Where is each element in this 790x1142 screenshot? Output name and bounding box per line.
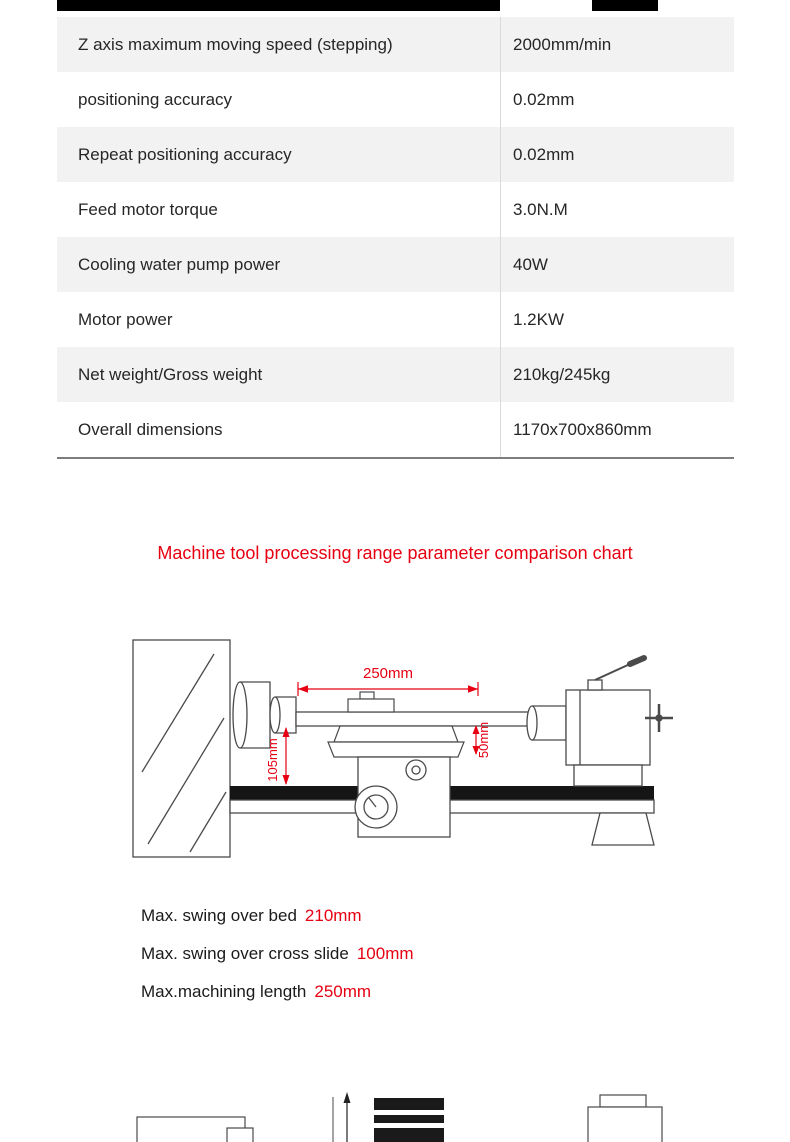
spec-label: Cooling water pump power	[78, 254, 281, 274]
spec-line-label: Max. swing over cross slide	[141, 944, 349, 963]
dimension-50mm	[473, 722, 492, 758]
spec-value: 2000mm/min	[500, 17, 734, 72]
spec-label: Motor power	[78, 309, 173, 329]
dim-length-label: 250mm	[362, 665, 414, 682]
dim-center-height-label: 105mm	[265, 738, 280, 782]
bottom-left-outline	[137, 1117, 253, 1142]
table-row	[57, 402, 734, 457]
table-row	[57, 17, 734, 72]
spec-line-value: 250mm	[314, 982, 372, 1001]
carriage	[355, 757, 450, 837]
spec-line	[141, 973, 414, 1011]
spec-table	[57, 0, 734, 459]
spec-value: 3.0N.M	[500, 182, 734, 237]
bottom-right-outline	[588, 1095, 662, 1142]
lathe-diagram	[118, 612, 688, 892]
table-row	[57, 292, 734, 347]
spec-value: 210kg/245kg	[500, 347, 734, 402]
spec-label: Feed motor torque	[78, 199, 218, 219]
dim-slide-height-label: 50mm	[476, 721, 491, 759]
spec-line-value: 210mm	[304, 906, 362, 925]
spec-label: Overall dimensions	[78, 419, 223, 439]
table-row	[57, 347, 734, 402]
bottom-chuck-column	[374, 1098, 444, 1142]
spec-label: Z axis maximum moving speed (stepping)	[78, 34, 393, 54]
spec-line-value: 100mm	[356, 944, 414, 963]
capacity-spec-lines	[141, 897, 414, 1011]
tailstock-lever	[595, 664, 630, 680]
tailstock	[527, 658, 673, 786]
table-row	[57, 127, 734, 182]
spec-value: 1170x700x860mm	[500, 402, 734, 457]
spec-value: 0.02mm	[500, 127, 734, 182]
spec-line-label: Max.machining length	[141, 982, 307, 1001]
spec-value: 0.02mm	[500, 72, 734, 127]
dimension-250mm	[298, 665, 478, 696]
bed-foot	[592, 813, 654, 845]
table-top-black-strip-left	[57, 0, 500, 11]
bottom-partial-diagram	[120, 1085, 680, 1142]
spec-line	[141, 935, 414, 973]
table-row	[57, 237, 734, 292]
spec-line-label: Max. swing over bed	[141, 906, 297, 925]
bottom-dimension-arrow	[333, 1092, 351, 1142]
spec-label: Net weight/Gross weight	[78, 364, 263, 384]
spec-value: 40W	[500, 237, 734, 292]
table-top-black-strip-right	[592, 0, 658, 11]
table-row	[57, 72, 734, 127]
spec-line	[141, 897, 414, 935]
tailstock-lock	[588, 680, 602, 690]
spec-label: positioning accuracy	[78, 89, 233, 109]
workpiece-bar	[296, 712, 530, 726]
faceplate	[133, 640, 230, 857]
table-top-partial-row	[57, 0, 734, 17]
spec-value: 1.2KW	[500, 292, 734, 347]
spec-label: Repeat positioning accuracy	[78, 144, 292, 164]
section-title: Machine tool processing range parameter comparison chart	[157, 543, 633, 563]
table-row	[57, 182, 734, 237]
